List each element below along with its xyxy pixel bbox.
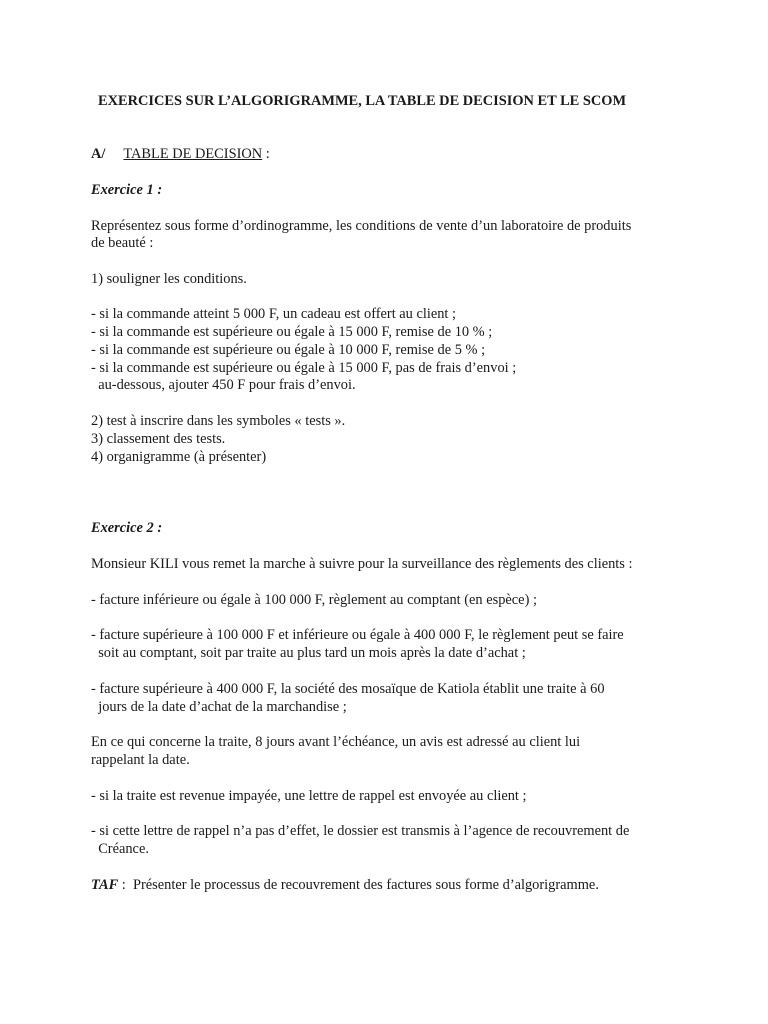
exercice1-condition: - si la commande est supérieure ou égale à 10 000 F, remise de 5 % ; bbox=[91, 342, 486, 358]
section-a-heading bbox=[91, 146, 270, 164]
taf-text: : Présenter le processus de recouvrement des factures sous forme d’algorigramme. bbox=[118, 877, 599, 893]
exercice1-condition: - si la commande atteint 5 000 F, un cadeau est offert au client ; bbox=[91, 306, 457, 322]
section-a-title: TABLE DE DECISION bbox=[123, 146, 263, 162]
exercice1-title: Exercice 1 : bbox=[91, 182, 163, 198]
section-a-suffix: : bbox=[262, 146, 270, 162]
exercice1-step: 2) test à inscrire dans les symboles « tests ». bbox=[91, 413, 346, 429]
exercice2-item: - facture supérieure à 100 000 F et inférieure ou égale à 400 000 F, le règlement peut se faire bbox=[91, 627, 624, 643]
taf-label: TAF bbox=[91, 877, 119, 893]
exercice1-step: 3) classement des tests. bbox=[91, 431, 226, 447]
document-title: EXERCICES SUR L’ALGORIGRAMME, LA TABLE DE DECISION ET LE SCOM bbox=[98, 93, 627, 109]
exercice2-item-continued: soit au comptant, soit par traite au plus tard un mois après la date d’achat ; bbox=[91, 645, 526, 661]
exercice1-condition: au-dessous, ajouter 450 F pour frais d’envoi. bbox=[91, 377, 356, 393]
exercice1-step1: 1) souligner les conditions. bbox=[91, 271, 247, 287]
exercice2-intro: Monsieur KILI vous remet la marche à suivre pour la surveillance des règlements des clients : bbox=[91, 556, 633, 572]
section-a-marker: A/ bbox=[91, 146, 106, 162]
exercice1-intro-line2: de beauté : bbox=[91, 235, 154, 251]
exercice1-step: 4) organigramme (à présenter) bbox=[91, 449, 267, 465]
exercice2-item: - facture supérieure à 400 000 F, la société des mosaïque de Katiola établit une traite à 60 bbox=[91, 681, 605, 697]
exercice1-intro-line1: Représentez sous forme d’ordinogramme, les conditions de vente d’un laboratoire de produits bbox=[91, 218, 632, 234]
taf-instruction bbox=[91, 877, 599, 895]
exercice2-item-continued: jours de la date d’achat de la marchandise ; bbox=[91, 699, 347, 715]
exercice2-title: Exercice 2 : bbox=[91, 520, 163, 536]
exercice1-condition: - si la commande est supérieure ou égale à 15 000 F, remise de 10 % ; bbox=[91, 324, 493, 340]
exercice1-condition: - si la commande est supérieure ou égale à 15 000 F, pas de frais d’envoi ; bbox=[91, 360, 517, 376]
exercice2-item-continued: Créance. bbox=[91, 841, 149, 857]
exercice2-item: - si cette lettre de rappel n’a pas d’effet, le dossier est transmis à l’agence de recouvrement de bbox=[91, 823, 630, 839]
exercice2-item: - si la traite est revenue impayée, une lettre de rappel est envoyée au client ; bbox=[91, 788, 527, 804]
exercice2-traite-line1: En ce qui concerne la traite, 8 jours avant l’échéance, un avis est adressé au client lui bbox=[91, 734, 581, 750]
exercice2-item: - facture inférieure ou égale à 100 000 F, règlement au comptant (en espèce) ; bbox=[91, 592, 537, 608]
exercice2-traite-line2: rappelant la date. bbox=[91, 752, 190, 768]
